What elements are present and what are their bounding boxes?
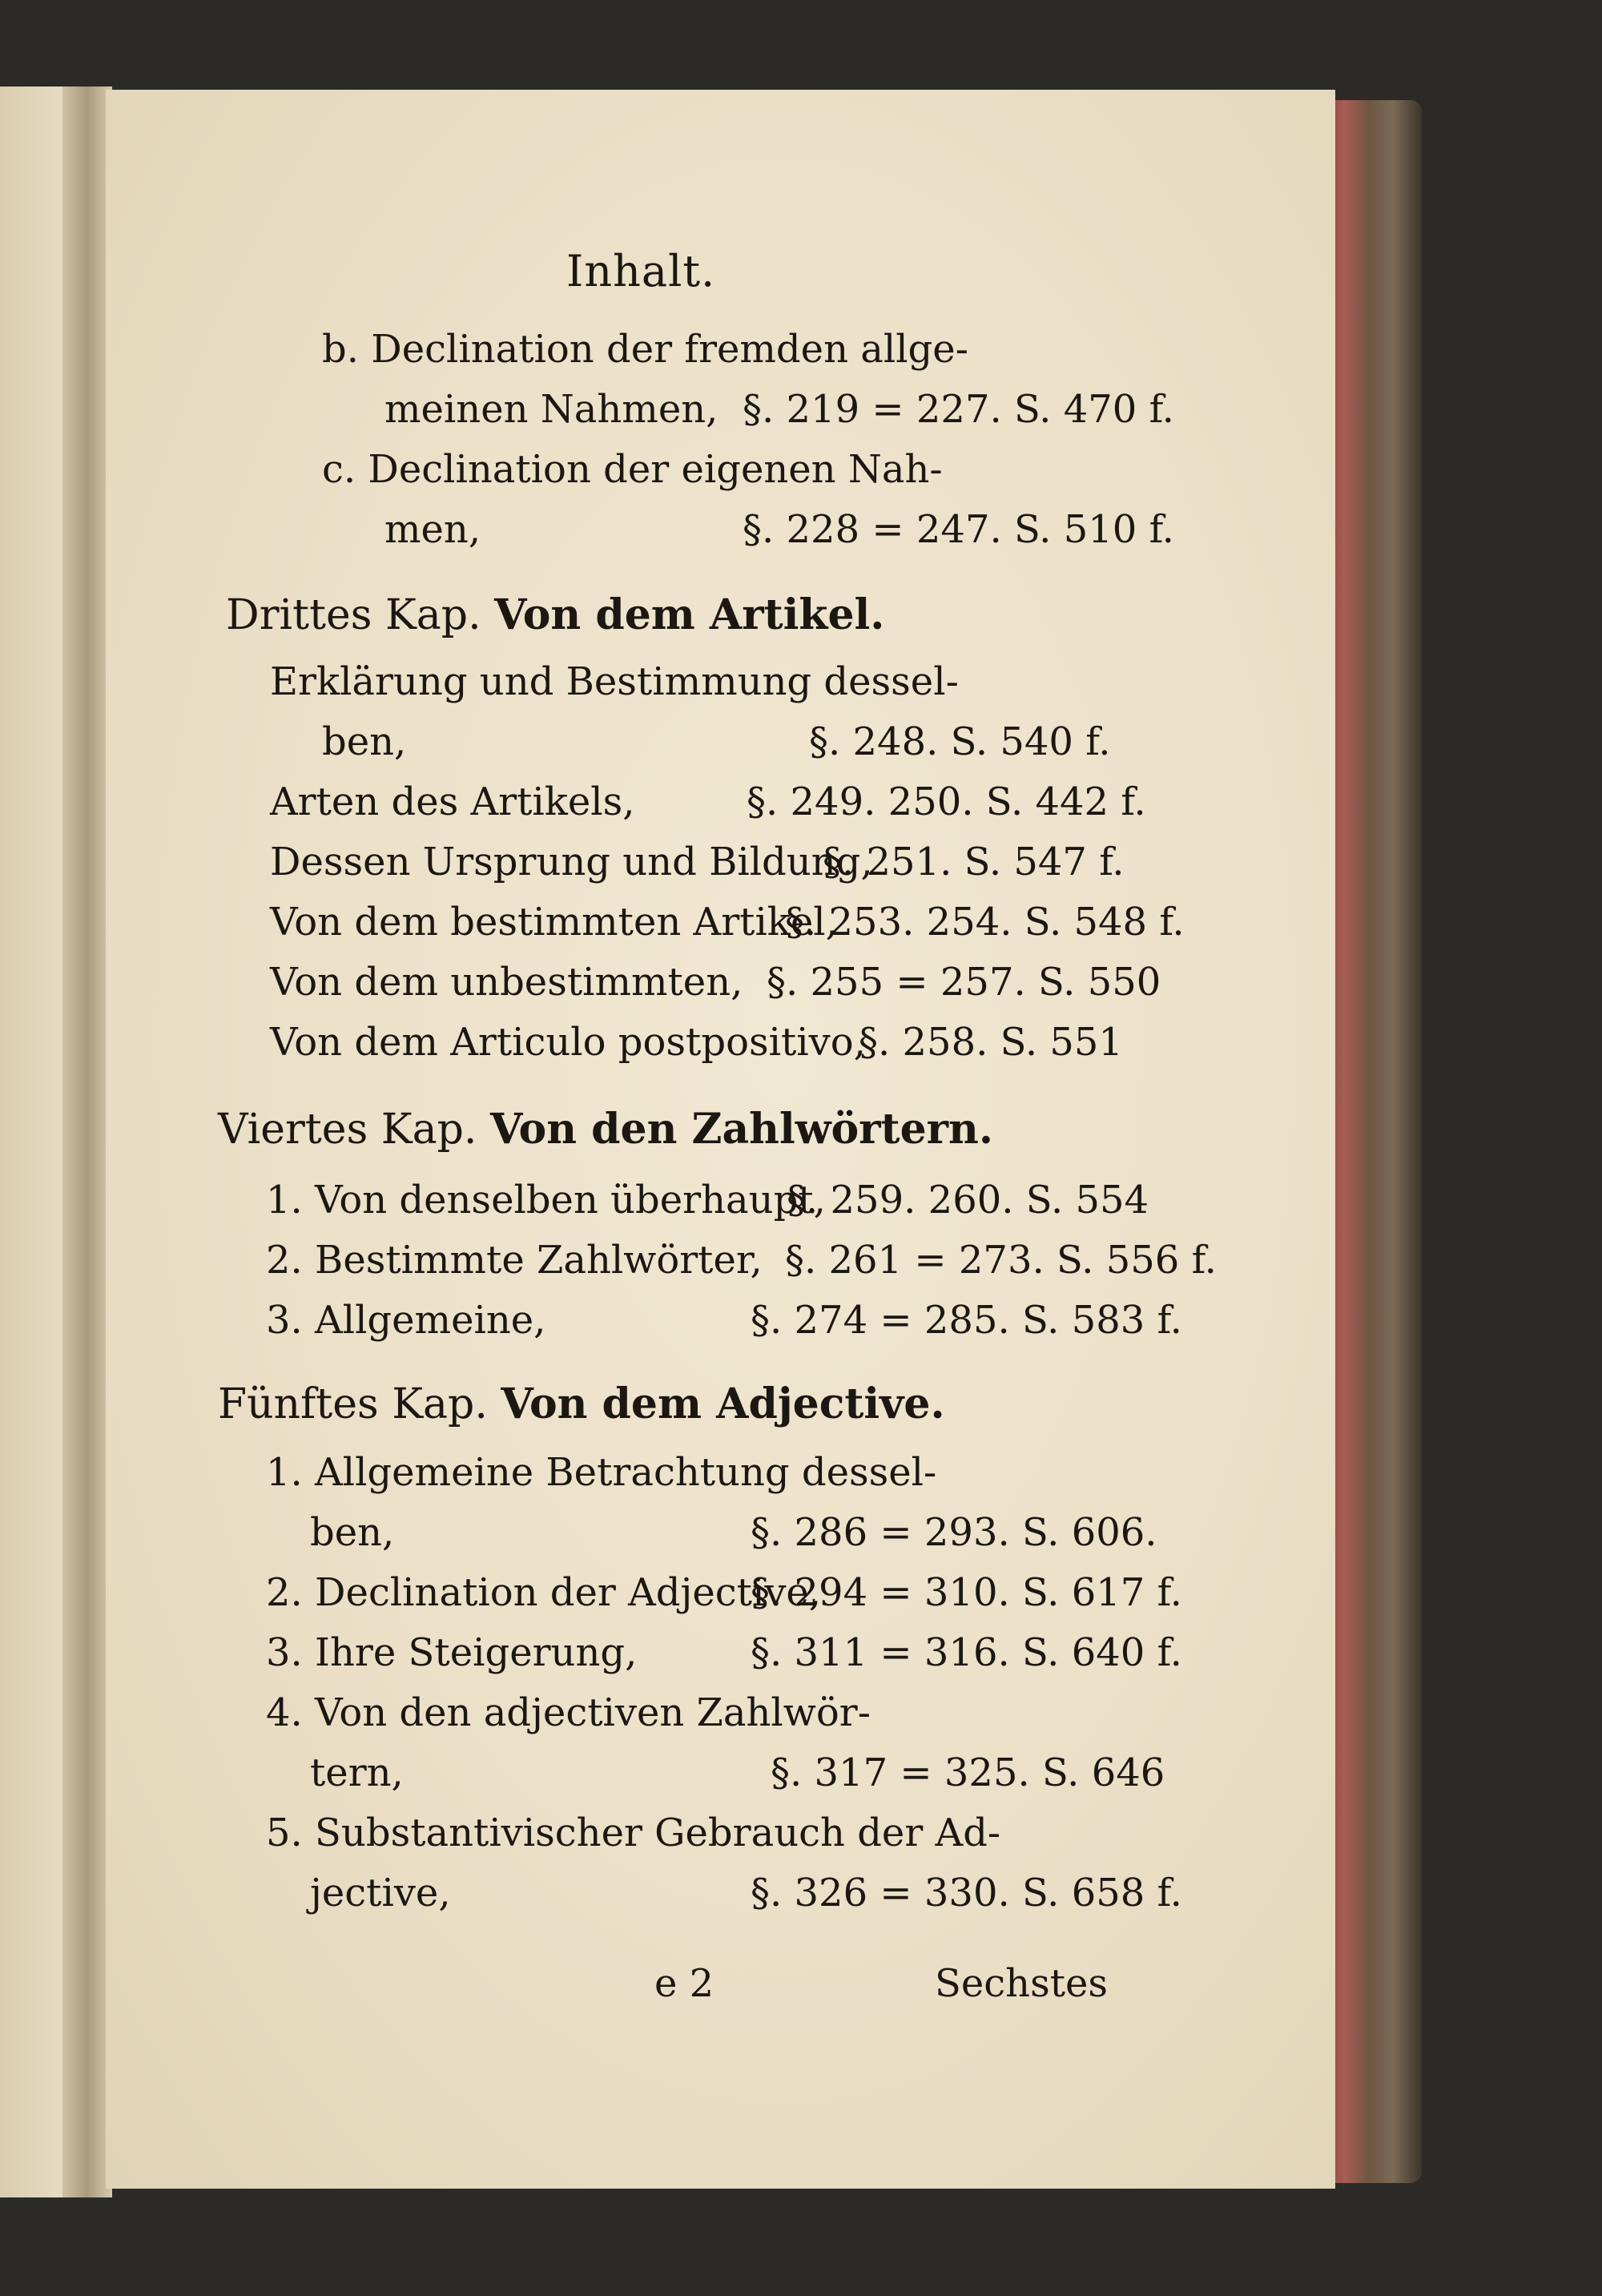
toc-entry-label: Erklärung und Bestimmung dessel- [270,659,959,704]
toc-entry-ref: §. 228 = 247. S. 510 f. [743,507,1174,552]
toc-entry-label: ben, [322,719,407,764]
signature-mark: e 2 [654,1961,714,2006]
chapter-title: Von dem Adjective. [501,1380,945,1428]
toc-entry-ref: §. 259. 260. S. 554 [787,1178,1149,1223]
toc-entry-ref: §. 286 = 293. S. 606. [751,1510,1157,1555]
toc-entry-label: Dessen Ursprung und Bildung, [270,840,873,884]
toc-entry-label: b. Declination der fremden allge- [322,327,968,372]
chapter-heading [226,590,885,639]
toc-entry-ref: §. 274 = 285. S. 583 f. [751,1298,1182,1343]
chapter-prefix: Drittes Kap. [226,591,481,639]
chapter-title: Von dem Artikel. [494,590,885,639]
toc-entry-label: 5. Substantivischer Gebrauch der Ad- [266,1811,1001,1855]
chapter-prefix: Viertes Kap. [218,1106,477,1154]
toc-entry-label: c. Declination der eigenen Nah- [322,447,943,492]
toc-entry-label: 3. Ihre Steigerung, [266,1630,638,1675]
catchword: Sechstes [935,1961,1109,2006]
toc-entry-label: Von dem bestimmten Artikel, [270,900,838,945]
toc-entry-label: ben, [310,1510,395,1555]
toc-entry-ref: §. 255 = 257. S. 550 [767,960,1161,1005]
toc-entry-label: 2. Bestimmte Zahlwörter, [266,1238,763,1283]
toc-entry-ref: §. 249. 250. S. 442 f. [747,779,1146,824]
toc-entry-label: jective, [310,1871,451,1915]
toc-entry-label: men, [384,507,481,552]
chapter-heading [218,1105,993,1154]
toc-entry-ref: §. 219 = 227. S. 470 f. [743,387,1174,432]
toc-entry-label: Arten des Artikels, [270,779,635,824]
toc-entry-ref: §. 251. S. 547 f. [823,840,1125,884]
toc-entry-ref: §. 326 = 330. S. 658 f. [751,1871,1182,1915]
chapter-title: Von den Zahlwörtern. [489,1105,993,1154]
toc-entry-ref: §. 253. 254. S. 548 f. [785,900,1185,945]
toc-entry-label: Von dem unbestimmten, [270,960,743,1005]
chapter-prefix: Fünftes Kap. [218,1380,488,1428]
toc-entry-label: Von dem Articulo postpositivo, [270,1020,866,1065]
toc-entry-label: tern, [310,1750,404,1795]
toc-entry-ref: §. 261 = 273. S. 556 f. [785,1238,1217,1283]
book-page [106,90,1335,2189]
toc-entry-label: 1. Allgemeine Betrachtung dessel- [266,1450,937,1495]
toc-entry-ref: §. 258. S. 551 [859,1020,1123,1065]
book-gutter [62,87,112,2197]
page-heading: Inhalt. [566,246,716,296]
toc-entry-ref: §. 248. S. 540 f. [809,719,1111,764]
toc-entry-ref: §. 317 = 325. S. 646 [771,1750,1165,1795]
chapter-heading [218,1380,945,1428]
toc-entry-label: 2. Declination der Adjective, [266,1570,822,1615]
toc-entry-label: 4. Von den adjectiven Zahlwör- [266,1690,871,1735]
toc-entry-ref: §. 294 = 310. S. 617 f. [751,1570,1182,1615]
toc-entry-ref: §. 311 = 316. S. 640 f. [751,1630,1182,1675]
toc-entry-label: meinen Nahmen, [384,387,718,432]
toc-entry-label: 3. Allgemeine, [266,1298,546,1343]
book-edge [1326,100,1422,2183]
toc-entry-label: 1. Von denselben überhaupt, [266,1178,826,1223]
